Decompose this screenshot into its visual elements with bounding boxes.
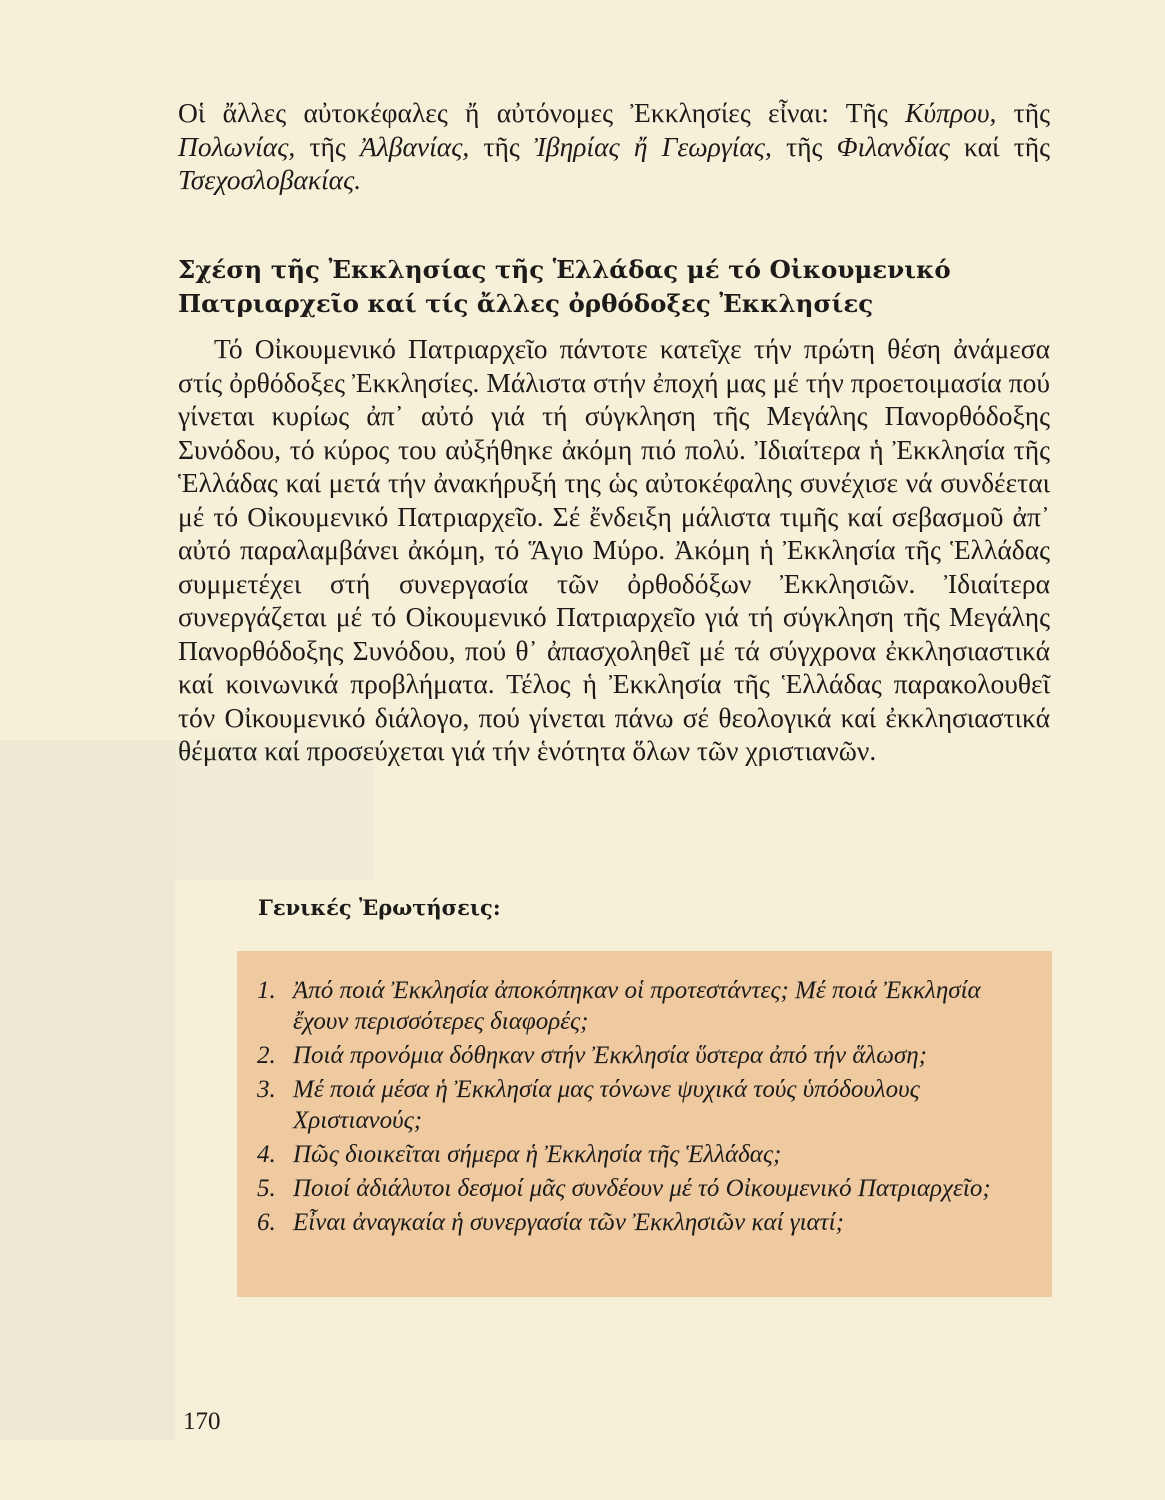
questions-title: Γενικές Ἐρωτήσεις: <box>258 895 501 920</box>
question-text: Ἀπό ποιά Ἐκκλησία ἀποκόπηκαν οἱ προτεστάντες; Μέ ποιά Ἐκκλησία ἔχουν περισσότερες διαφορές; <box>293 977 981 1035</box>
separator: τῆς <box>295 130 361 162</box>
question-item <box>257 1173 1027 1204</box>
question-number: 6. <box>257 1209 276 1236</box>
separator: τῆς <box>469 130 535 162</box>
separator: τῆς <box>771 130 837 162</box>
question-text: Εἶναι ἀναγκαία ἡ συνεργασία τῶν Ἐκκλησιῶν καί γιατί; <box>293 1209 844 1236</box>
question-number: 4. <box>257 1141 276 1168</box>
question-item <box>257 1040 1027 1071</box>
question-text: Ποιά προνόμια δόθηκαν στήν Ἐκκλησία ὕστερα ἀπό τήν ἅλωση; <box>293 1042 927 1069</box>
question-text: Πῶς διοικεῖται σήμερα ἡ Ἐκκλησία τῆς Ἑλλάδας; <box>293 1141 782 1168</box>
question-number: 5. <box>257 1175 276 1202</box>
question-text: Μέ ποιά μέσα ἡ Ἐκκλησία μας τόνωνε ψυχικά τούς ὑπόδουλους Χριστιανούς; <box>293 1076 920 1134</box>
question-item <box>257 1139 1027 1170</box>
section-heading: Σχέση τῆς Ἐκκλησίας τῆς Ἑλλάδας μέ τό Οἰκουμενικό Πατριαρχεῖο καί τίς ἄλλες ὀρθόδοξες Ἐκκλησίες <box>178 255 951 318</box>
intro-lead: Οἱ ἄλλες αὐτοκέφαλες ἤ αὐτόνομες Ἐκκλησίες εἶναι: Τῆς <box>178 97 906 128</box>
church-poland: Πολωνίας, <box>178 130 296 162</box>
section-body: Τό Οἰκουμενικό Πατριαρχεῖο πάντοτε κατεῖχε τήν πρώτη θέση ἀνάμεσα στίς ὀρθόδοξες Ἐκκλησίες. Μάλιστα στήν ἐποχή μας μέ τήν προετοιμασία πού γίνεται κυρίως ἀπ᾽ αὐτό γιά τή σύγκληση τῆς Μεγάλης Πανορθόδοξης Συνόδου, τό κύρος του αὐξήθηκε ἀκόμη πιό πολύ. Ἰδιαίτερα ἡ Ἐκκλησία τῆς Ἑλλάδας καί μετά τήν ἀνακήρυξή της ὡς αὐτοκέφαλης συνέχισε νά συνδέεται μέ τό Οἰκουμενικό Πατριαρχεῖο. Σέ ἔνδειξη μάλιστα τιμῆς καί σεβασμοῦ ἀπ᾽ αὐτό παραλαμβάνει ἀκόμη, τό Ἅγιο Μύρο. Ἀκόμη ἡ Ἐκκλησία τῆς Ἑλλάδας συμμετέχει στή συνεργασία τῶν ὀρθοδόξων Ἐκκλησιῶν. Ἰδιαίτερα συνεργάζεται μέ τό Οἰκουμενικό Πατριαρχεῖο γιά τή σύγκληση τῆς Μεγάλης Πανορθόδοξης Συνόδου, πού θ᾽ ἀπασχοληθεῖ μέ τά σύγχρονα ἐκκλησιαστικά καί κοινωνικά προβλήματα. Τέλος ἡ Ἐκκλησία τῆς Ἑλλάδας παρακολουθεῖ τόν Οἰκουμενικό διάλογο, πού γίνεται πάνω σέ θεολογικά καί ἐκκλησιαστικά θέματα καί προσεύχεται γιά τήν ἑνότητα ὅλων τῶν χριστιανῶν. <box>178 333 1050 766</box>
church-georgia: Ἰβηρίας ἤ Γεωργίας, <box>534 130 772 162</box>
background-shading <box>0 740 175 1440</box>
question-number: 2. <box>257 1042 276 1069</box>
questions-box <box>237 951 1052 1297</box>
church-czechoslovakia: Τσεχοσλοβακίας. <box>178 164 362 195</box>
separator: καί τῆς <box>949 130 1051 162</box>
church-cyprus: Κύπρου, <box>905 97 997 128</box>
question-number: 3. <box>257 1076 276 1103</box>
question-number: 1. <box>257 977 276 1004</box>
question-item <box>257 975 1027 1037</box>
intro-paragraph <box>178 96 1050 197</box>
separator: τῆς <box>996 97 1050 128</box>
question-item <box>257 1207 1027 1238</box>
question-text: Ποιοί ἀδιάλυτοι δεσμοί μᾶς συνδέουν μέ τό Οἰκουμενικό Πατριαρχεῖο; <box>293 1175 991 1202</box>
questions-list <box>257 975 1027 1241</box>
church-finland: Φιλανδίας <box>836 130 950 162</box>
church-albania: Ἀλβανίας, <box>360 130 470 162</box>
page-number: 170 <box>183 1408 221 1435</box>
question-item <box>257 1074 1027 1136</box>
